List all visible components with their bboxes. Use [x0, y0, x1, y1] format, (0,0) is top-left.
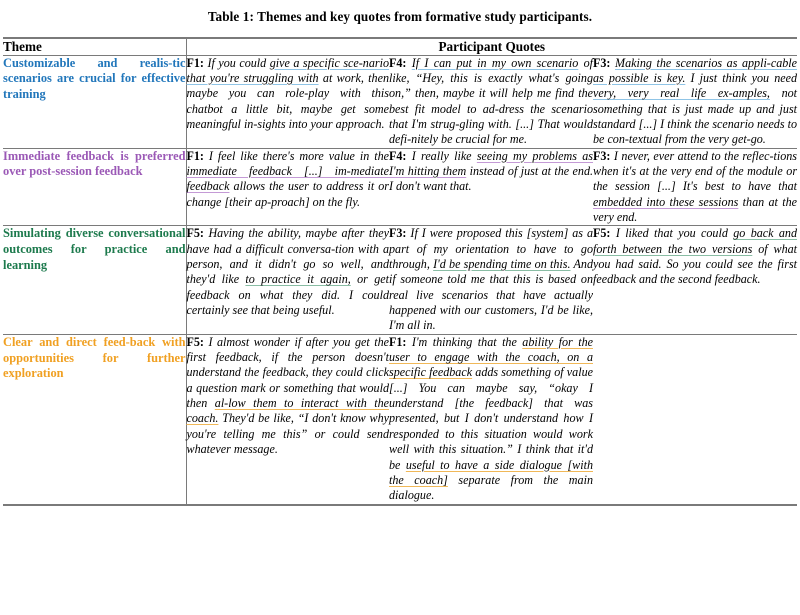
- quote-highlight-2: very, very real life ex-amples,: [593, 86, 770, 101]
- quote-post: of like, “Hey, this is exactly what's going on,” then, maybe it will help me find the best fit model to ad-dress the scenario that I'm strug-gling with. [...] That would defi-nitely be crucial for me.: [389, 55, 593, 147]
- theme-cell: [3, 334, 186, 504]
- theme-cell: [3, 148, 186, 226]
- quote-mid: adds something of value [...] You can maybe say, “okay I understand [the feedback] that was presented, but I don't understand how I responded to this situation would work well with this situation.” I think that it'd be: [389, 365, 593, 472]
- table-row: [3, 148, 797, 226]
- table-row: [3, 334, 797, 504]
- quote-highlight: embedded into these sessions: [593, 194, 739, 209]
- quote-pre: I liked that you could: [610, 226, 734, 241]
- quote-text: [187, 226, 390, 318]
- participant-id: F4:: [389, 148, 407, 163]
- quote-cell-empty: [593, 334, 797, 504]
- quote-cell: [389, 148, 593, 226]
- theme-label: Clear and direct feed-back with opportunities for further exploration: [3, 334, 186, 381]
- quote-highlight: immediate feedback [...] im-mediate feedback: [186, 163, 389, 194]
- theme-label: Customizable and realis-tic scenarios are crucial for effective training: [3, 55, 186, 102]
- quote-highlight: go back and forth between the two versions: [593, 226, 798, 256]
- quote-cell: [593, 226, 797, 334]
- participant-id: F5:: [186, 226, 204, 241]
- quote-text: [389, 56, 593, 148]
- participant-id: F3:: [389, 226, 407, 241]
- quote-highlight-2: useful to have a side dialogue [with the coach]: [389, 457, 593, 487]
- quote-highlight: ability for the user to engage with the coach, on a specific feedback: [389, 334, 593, 380]
- quote-text: [593, 149, 797, 226]
- quote-post: And if someone told me that this is based on real live scenarios that have actually happened with our customers, I'd be like, I'm all in.: [389, 257, 593, 333]
- quote-post: at work, then maybe you can role-play with this chatbot a little bit, maybe get some meaningful in-sights into your approach.: [186, 70, 390, 131]
- participant-id: F3:: [593, 148, 611, 163]
- quote-cell: [186, 55, 389, 148]
- quote-pre: Having the ability, maybe after they have had a difficult conversa-tion with a person, and it didn't go so well, and they'd like: [186, 226, 389, 287]
- quote-text: [187, 335, 390, 458]
- quote-highlight: I'd be spending time on this.: [433, 257, 571, 272]
- quote-highlight: seeing my problems as I'm hitting them: [389, 148, 594, 178]
- quote-post: They'd be like, “I don't know why you're telling me this” or could send whatever message.: [186, 411, 389, 457]
- quote-pre: I feel like there's more value in the: [203, 148, 389, 163]
- quote-mid: I just think you need: [685, 70, 798, 85]
- quote-cell: [593, 148, 797, 226]
- quote-cell: [186, 334, 389, 504]
- table-body: [3, 55, 797, 504]
- quote-pre: I never, ever attend to the reflec-tions when it's at the very end of the module or the session [...] It's best to have that: [593, 148, 798, 194]
- quote-post: not something that is just made up and just standard [...] I think the scenario needs to be con-textual from the very get-go.: [593, 86, 798, 147]
- quote-highlight: If I can put in my own scenario: [411, 55, 579, 70]
- participant-id: F5:: [186, 334, 204, 349]
- quote-text: [389, 149, 593, 195]
- quote-text: [593, 56, 797, 148]
- quote-post: separate from the main dialogue.: [389, 472, 593, 503]
- quote-highlight: to practice it again,: [245, 272, 351, 287]
- quote-post: or get feedback on what they did. I could certainly see that being useful.: [186, 272, 389, 318]
- participant-id: F1:: [389, 334, 407, 349]
- table-caption: Table 1: Themes and key quotes from formative study participants.: [207, 9, 593, 24]
- quote-pre: I'm thinking that the: [406, 334, 523, 349]
- quote-cell: [186, 226, 389, 334]
- theme-label: Immediate feedback is preferred over post-session feedback: [3, 148, 186, 179]
- quote-cell: [389, 334, 593, 504]
- participant-id: F4:: [389, 55, 407, 70]
- theme-cell: [3, 226, 186, 334]
- quote-pre: I really like: [406, 148, 477, 163]
- participant-id: F1:: [186, 148, 204, 163]
- quote-pre: If I were proposed this [system] as a part of my orientation to have to go through,: [389, 226, 593, 272]
- column-header-participant-quotes: Participant Quotes: [186, 38, 797, 55]
- participant-id: F5:: [593, 226, 611, 241]
- quote-post: allows the user to address it or change [their ap-proach] on the fly.: [186, 179, 389, 209]
- quote-highlight: al-low them to interact with the coach.: [186, 396, 389, 426]
- quote-cell: [186, 148, 389, 226]
- quote-text: [593, 226, 797, 287]
- column-header-theme: Theme: [3, 38, 186, 55]
- theme-label: Simulating diverse conversational outcomes for practice and learning: [3, 226, 186, 272]
- quote-text: [187, 149, 390, 210]
- quote-text: [187, 56, 390, 133]
- quote-text: [389, 335, 593, 504]
- quote-text: [389, 226, 593, 333]
- quote-highlight: give a specific sce-nario that you're struggling with: [186, 55, 390, 85]
- table-row: [3, 226, 797, 334]
- header-row: [3, 38, 797, 55]
- quote-cell: [593, 55, 797, 148]
- quote-post: instead of just at the end. I don't want that.: [389, 163, 594, 194]
- quote-cell: [389, 55, 593, 148]
- quote-post: than at the very end.: [593, 194, 798, 225]
- quote-post: of what you had said. So you could see the first feedback and the second feedback.: [593, 241, 798, 287]
- themes-quotes-table: [3, 37, 797, 506]
- quote-pre: If you could: [203, 55, 270, 70]
- quote-cell: [389, 226, 593, 334]
- theme-cell: [3, 55, 186, 148]
- table-row: [3, 55, 797, 148]
- participant-id: F1:: [186, 55, 204, 70]
- table-header: [3, 38, 797, 55]
- participant-id: F3:: [593, 55, 611, 70]
- quote-highlight: Making the scenarios as appli-cable as possible is key.: [593, 55, 798, 85]
- quote-pre: I almost wonder if after you get the first feedback, if the person doesn't understand the feedback, they could click a question mark or something that would then: [186, 334, 389, 411]
